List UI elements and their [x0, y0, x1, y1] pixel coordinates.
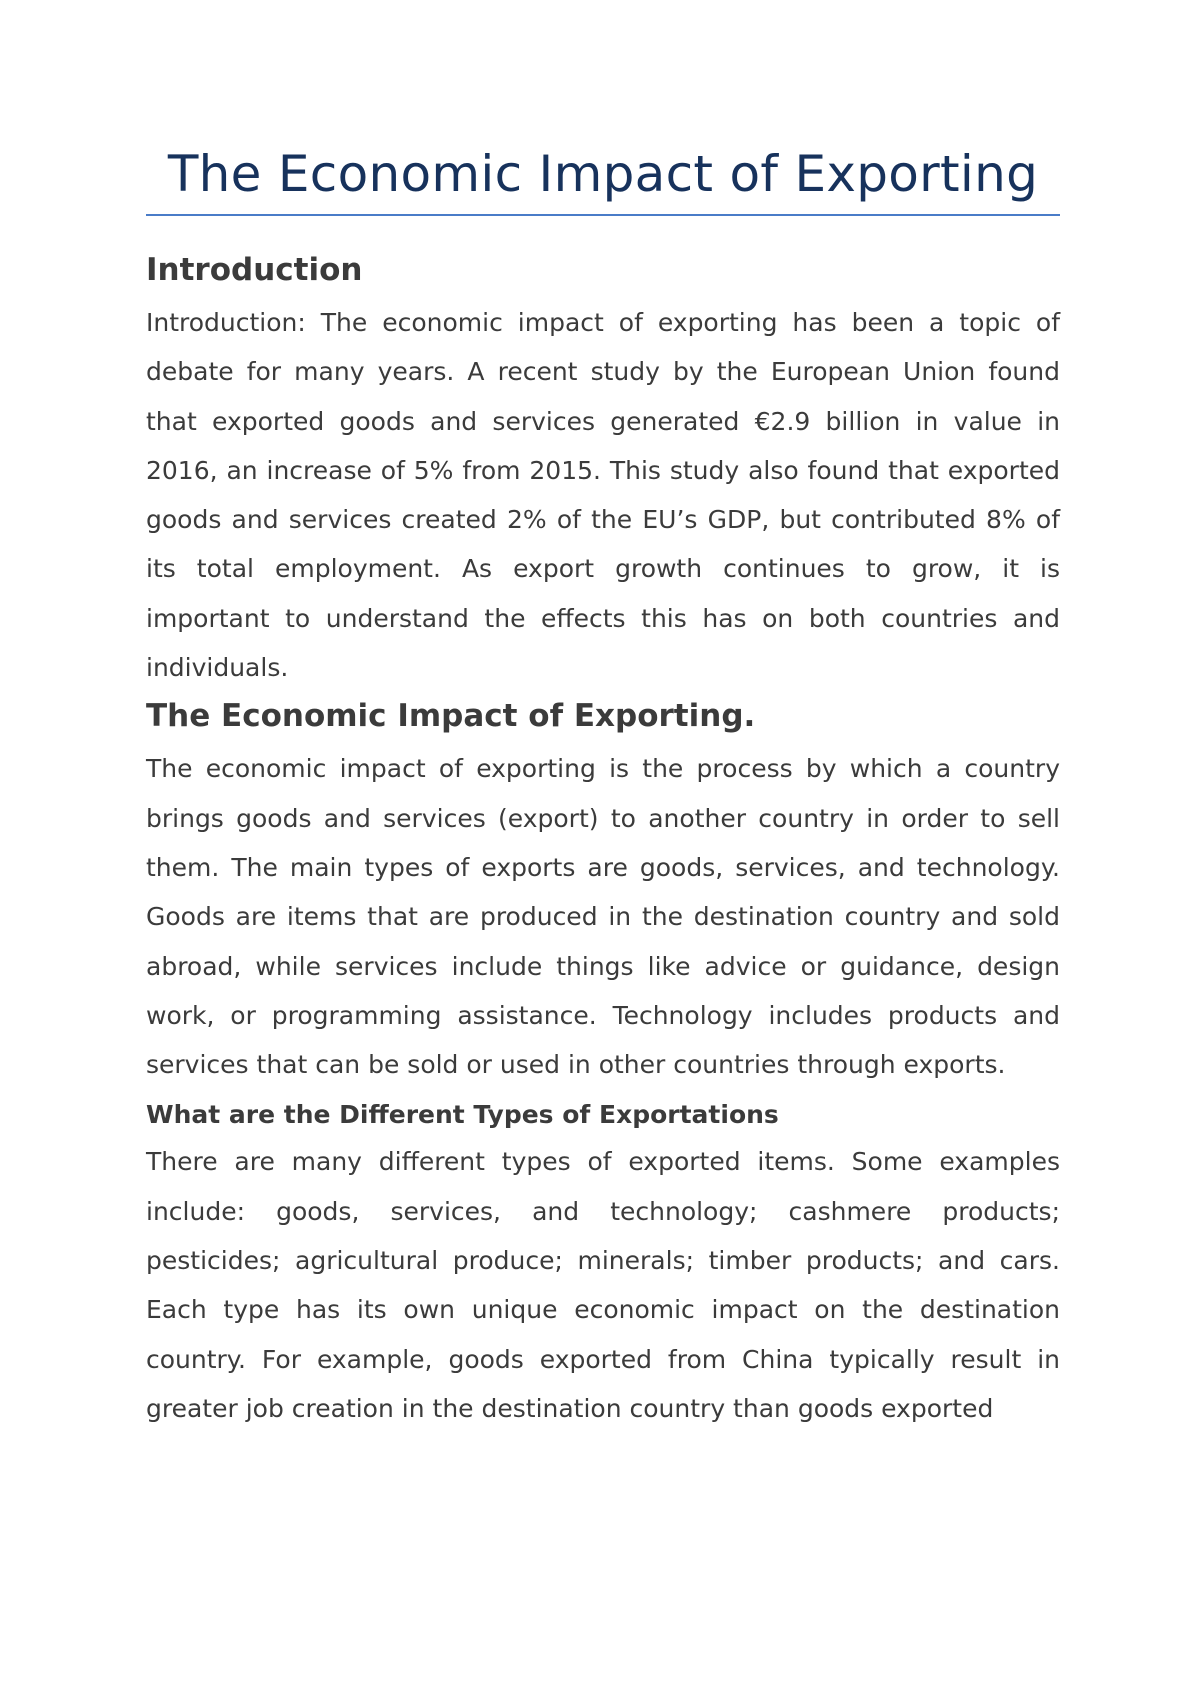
document-title: The Economic Impact of Exporting	[167, 145, 1039, 203]
section-paragraph-economic-impact: The economic impact of exporting is the process by which a country brings goods and services (export) to another country in order to sell them. The main types of exports are goods, services, and technology. Goods are items that are produced in the destination country and sold abroad, while services include things like advice or guidance, design work, or programming assistance. Technology includes products and services that can be sold or used in other countries through exports.	[146, 754, 1060, 1080]
document-page	[146, 0, 1060, 1433]
title-underline-rule	[146, 214, 1060, 216]
section-paragraph-types-of-exportations: There are many different types of exported items. Some examples include: goods, services, and technology; cashmere products; pesticides; agricultural produce; minerals; timber products; and cars. Each type has its own unique economic impact on the destination country. For example, goods exported from China typically result in greater job creation in the destination country than goods exported	[146, 1147, 1060, 1423]
section-heading-introduction: Introduction	[146, 252, 363, 288]
section-heading-economic-impact: The Economic Impact of Exporting.	[146, 698, 756, 735]
section-paragraph-introduction: Introduction: The economic impact of exporting has been a topic of debate for many years. A recent study by the European Union found that exported goods and services generated €2.9 billion in value in 2016, an increase of 5% from 2015. This study also found that exported goods and services created 2% of the EU’s GDP, but contributed 8% of its total employment. As export growth continues to grow, it is important to understand the effects this has on both countries and individuals.	[146, 308, 1060, 683]
section-heading-types-of-exportations: What are the Different Types of Exportations	[146, 1100, 779, 1130]
